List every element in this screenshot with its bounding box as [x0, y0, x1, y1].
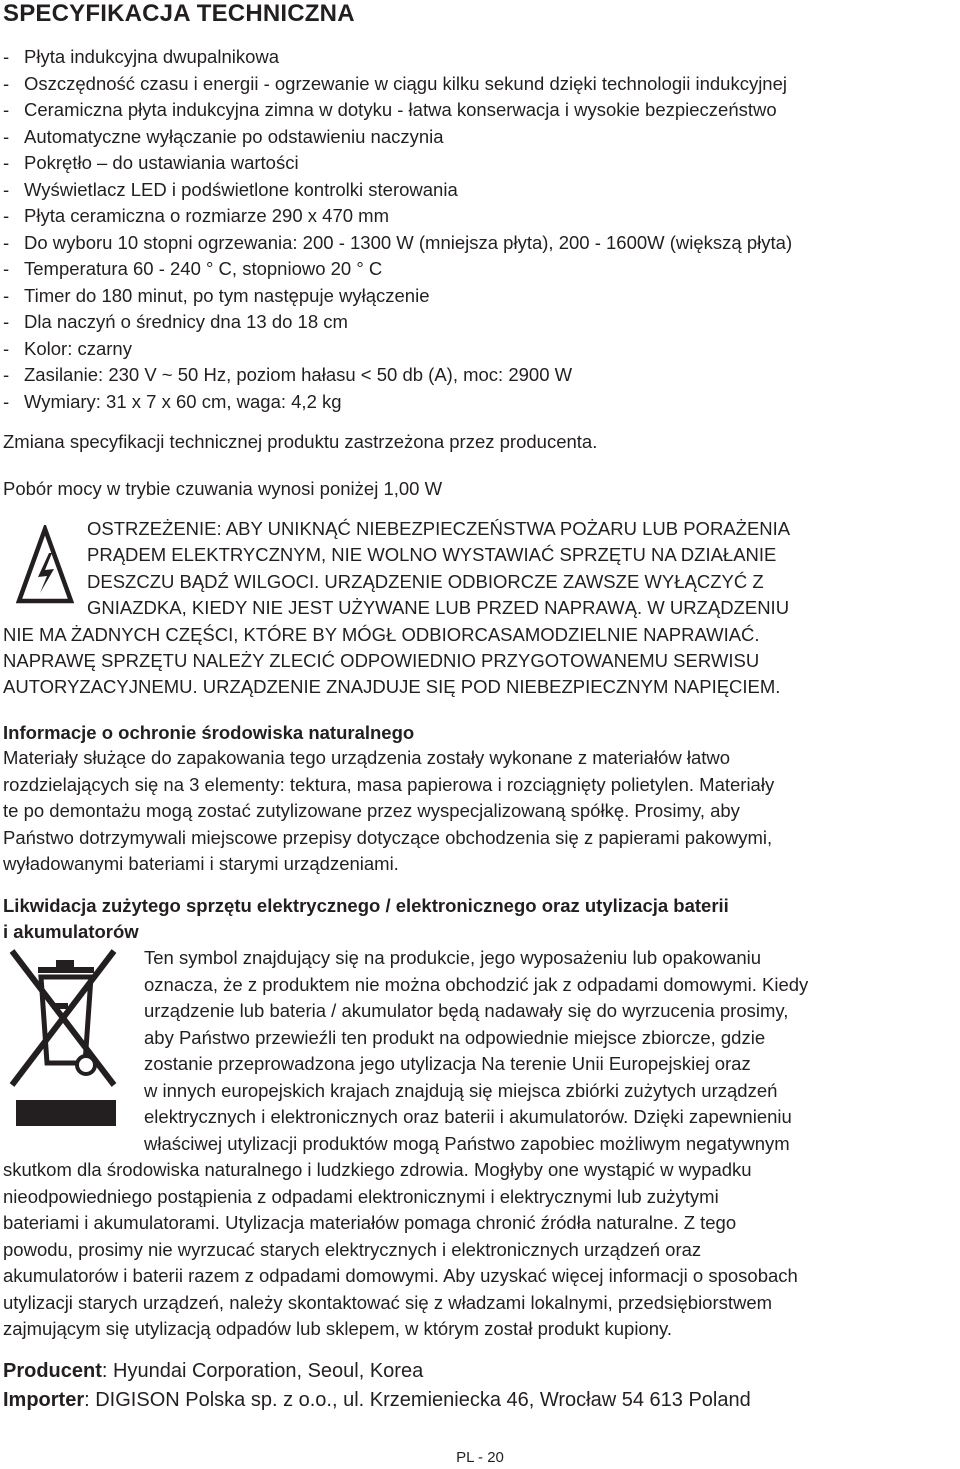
spec-item: - Wyświetlacz LED i podświetlone kontrolki sterowania: [3, 177, 960, 204]
spec-item: - Płyta indukcyjna dwupalnikowa: [3, 44, 960, 71]
spec-dash: -: [3, 46, 10, 67]
spec-item: - Ceramiczna płyta indukcyjna zimna w dotyku - łatwa konserwacja i wysokie bezpieczeństwo: [3, 97, 960, 124]
environment-text: Materiały służące do zapakowania tego urządzenia zostały wykonane z materiałów łatwo rozdzielających się na 3 elementy: tektura, masa papierowa i rozciągnięty polietylen. Materiały te po demontażu mogą zostać zutylizowane przez wyspecjalizowaną spółkę. Prosimy, aby Państwo dotrzymywali miejscowe przepisy dotyczące obchodzenia się z papierami pakowymi, wyładowanymi bateriami i starymi urządzeniami.: [3, 747, 775, 874]
spec-dash: -: [3, 72, 10, 94]
spec-dash: -: [3, 390, 10, 412]
spec-change-notice: Zmiana specyfikacji technicznej produktu zastrzeżona przez producenta.: [3, 431, 598, 452]
page-number: PL - 20: [456, 1449, 504, 1466]
spec-item: - Oszczędność czasu i energii - ogrzewanie w ciągu kilku sekund dzięki technologii indukcyjnej: [3, 71, 960, 98]
producer-line: Producent: Hyundai Corporation, Seoul, Korea: [3, 1360, 424, 1382]
disposal-heading: Likwidacja zużytego sprzętu elektrycznego / elektronicznego oraz utylizacja baterii i akumulatorów: [3, 895, 729, 942]
warning-text: OSTRZEŻENIE: ABY UNIKNĄĆ NIEBEZPIECZEŃSTWA POŻARU LUB PORAŻENIA PRĄDEM ELEKTRYCZNYM, NIE WOLNO WYSTAWIAĆ SPRZĘTU NA DZIAŁANIE DESZCZU BĄDŹ WILGOCI. URZĄDZENIE ODBIORCZE ZAWSZE WYŁĄCZYĆ Z GNIAZDKA, KIEDY NIE JEST UŻYWANE LUB PRZED NAPRAWĄ. W URZĄDZENIU NIE MA ŻADNYCH CZĘŚCI, KTÓRE BY MÓGŁ ODBIORCASAMODZIELNIE NAPRAWIAĆ. NAPRAWĘ SPRZĘTU NALEŻY ZLECIĆ ODPOWIEDNIO PRZYGOTOWANEMU SERWISU AUTORYZACYJNEMU. URZĄDZENIE ZNAJDUJE SIĘ POD NIEBEZPIECZNYM NAPIĘCIEM.: [3, 518, 791, 698]
spec-item: - Temperatura 60 - 240 ° C, stopniowo 20 ° C: [3, 256, 960, 283]
spec-dash: -: [3, 231, 10, 253]
spec-dash: -: [3, 311, 10, 332]
spec-dash: -: [3, 258, 10, 279]
spec-item: - Wymiary: 31 x 7 x 60 cm, waga: 4,2 kg: [3, 389, 960, 416]
producer-info: [3, 1357, 751, 1415]
spec-list: [3, 44, 960, 415]
spec-dash: -: [3, 284, 10, 306]
spec-item: - Automatyczne wyłączanie po odstawieniu naczynia: [3, 124, 960, 151]
spec-dash: -: [3, 125, 10, 147]
spec-dash: -: [3, 178, 10, 200]
spec-item: - Dla naczyń o średnicy dna 13 do 18 cm: [3, 309, 960, 336]
page-title: SPECYFIKACJA TECHNICZNA: [3, 0, 355, 27]
spec-item: - Timer do 180 minut, po tym następuje wyłączenie: [3, 283, 960, 310]
spec-item: - Do wyboru 10 stopni ogrzewania: 200 - 1300 W (mniejsza płyta), 200 - 1600W (większą płyta): [3, 230, 960, 257]
environment-heading: Informacje o ochronie środowiska naturalnego: [3, 722, 415, 743]
spec-dash: -: [3, 364, 10, 385]
spec-item: - Kolor: czarny: [3, 336, 960, 363]
spec-dash: -: [3, 152, 10, 173]
standby-power-note: Pobór mocy w trybie czuwania wynosi poniżej 1,00 W: [3, 478, 443, 499]
spec-dash: -: [3, 337, 10, 359]
spec-dash: -: [3, 205, 10, 226]
disposal-text: Ten symbol znajdujący się na produkcie, jego wyposażeniu lub opakowaniu oznacza, że z produktem nie można obchodzić jak z odpadami domowymi. Kiedy urządzenie lub bateria / akumulator będą nadawały się do wyrzucenia prosimy, aby Państwo przewieźli ten produkt na odpowiednie miejsce zbiorcze, gdzie zostanie przeprowadzona jego utylizacja Na terenie Unii Europejskiej oraz w innych europejskich krajach znajdują się miejsca zbiórki zużytych urządzeń elektrycznych i elektronicznych oraz baterii i akumulatorów. Dzięki zapewnieniu właściwej utylizacji produktów mogą Państwo zapobiec możliwym negatywnym skutkom dla środowiska naturalnego i ludzkiego zdrowia. Mogłyby one wystąpić w wypadku nieodpowiedniego postąpienia z odpadami elektronicznymi i elektrycznymi lub zużytymi bateriami i akumulatorami. Utylizacja materiałów pomaga chronić źródła naturalne. Z tego powodu, prosimy nie wyrzucać starych elektrycznych i elektronicznych urządzeń oraz akumulatorów i baterii razem z odpadami domowymi. Aby uzyskać więcej informacji o sposobach utylizacji starych urządzeń, należy skontaktować się z władzami lokalnymi, przedsiębiorstwem zajmującym się utylizacją odpadów lub sklepem, w którym został produkt kupiony.: [3, 947, 809, 1339]
spec-item: - Zasilanie: 230 V ~ 50 Hz, poziom hałasu < 50 db (A), moc: 2900 W: [3, 362, 960, 389]
importer-line: Importer: DIGISON Polska sp. z o.o., ul. Krzemieniecka 46, Wrocław 54 613 Poland: [3, 1389, 751, 1411]
spec-item: - Płyta ceramiczna o rozmiarze 290 x 470 mm: [3, 203, 960, 230]
spec-dash: -: [3, 99, 10, 120]
spec-item: - Pokrętło – do ustawiania wartości: [3, 150, 960, 177]
